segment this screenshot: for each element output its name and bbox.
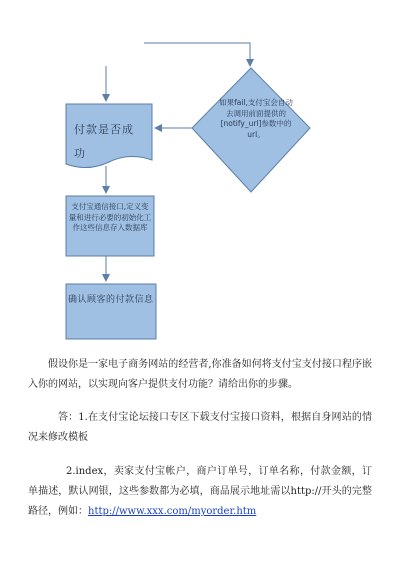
example-url-link[interactable]: http://www.xxx.com/myorder.htm: [88, 506, 257, 517]
document-label: 付款是否成功: [74, 123, 134, 160]
confirm-label: 确认顾客的付款信息: [68, 295, 154, 305]
process-label: 支付宝通信接口,定义变量和进行必要的初始化工作这些信息存入数据库: [68, 202, 152, 232]
answer-step-2-text: 2.index，卖家支付宝帐户，商户订单号，订单名称，付款金额，订单描述，默认网银，这些参数都为必填，商品展示地址需以http://开头的完整路径，例如：: [28, 466, 372, 517]
answer-step-1: 答：1.在支付宝论坛接口专区下载支付宝接口资料，根据自身网站的情况来修改模板: [28, 412, 372, 443]
answer-step-2: [28, 462, 372, 522]
question-paragraph: 假设你是一家电子商务网站的经营者,你准备如何将支付宝支付接口程序嵌入你的网站，以实现向客户提供支付功能？请给出你的步骤。: [28, 359, 372, 390]
connector-top: [144, 43, 250, 66]
decision-label: 如果fail,支付宝会自动去调用前面提供的[notify_url]参数中的url。: [219, 98, 293, 139]
